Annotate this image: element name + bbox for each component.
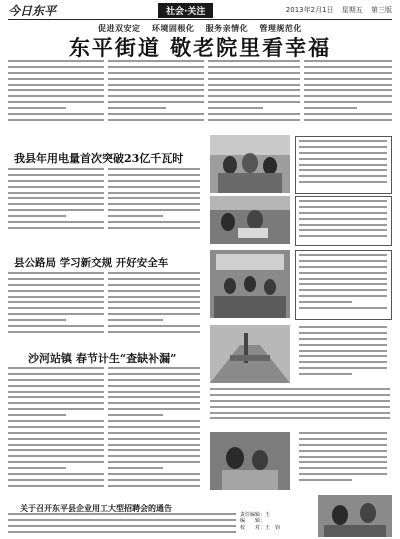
text-line <box>108 467 163 469</box>
text-line <box>108 221 200 223</box>
text-line <box>108 367 200 369</box>
text-line <box>108 272 200 274</box>
article-title-electricity: 我县年用电量首次突破23亿千瓦时 <box>14 152 184 165</box>
text-line <box>299 260 387 262</box>
text-line <box>208 66 300 68</box>
article-title-road: 县公路局 学习新交规 开好安全车 <box>14 257 169 269</box>
text-line <box>8 455 104 457</box>
text-line <box>8 296 104 298</box>
text-line <box>8 180 104 182</box>
text-line <box>8 467 66 469</box>
text-line <box>108 485 200 487</box>
photo-caption <box>299 140 387 190</box>
text-line <box>8 66 104 68</box>
text-line <box>108 408 200 410</box>
road-photo-art <box>210 325 290 383</box>
text-line <box>108 325 200 327</box>
text-line <box>208 60 300 62</box>
text-line <box>304 107 357 109</box>
text-line <box>8 485 104 487</box>
text-line <box>304 95 392 97</box>
text-line <box>8 408 104 410</box>
text-line <box>8 525 236 527</box>
text-line <box>210 388 390 390</box>
text-line <box>8 367 104 369</box>
text-line <box>8 379 104 381</box>
text-line <box>8 319 66 321</box>
text-line <box>299 200 387 202</box>
text-line <box>108 101 204 103</box>
page-number: 第三版 <box>371 6 392 14</box>
text-line <box>108 119 204 121</box>
lead-article-body <box>208 60 300 130</box>
text-line <box>108 107 166 109</box>
text-line <box>8 307 104 309</box>
text-line <box>299 373 352 375</box>
text-line <box>299 332 387 334</box>
text-line <box>299 338 387 340</box>
text-line <box>304 101 392 103</box>
text-line <box>299 229 387 231</box>
text-line <box>208 72 300 74</box>
text-line <box>208 89 300 91</box>
text-line <box>299 164 387 166</box>
text-line <box>108 66 204 68</box>
text-line <box>210 417 390 419</box>
text-line <box>210 400 390 402</box>
text-line <box>8 101 104 103</box>
text-line <box>8 209 104 211</box>
date-text: 2013年2月1日 <box>285 6 334 14</box>
text-line <box>299 181 387 183</box>
text-line <box>108 284 200 286</box>
text-line <box>108 319 163 321</box>
lead-article-body <box>8 60 104 130</box>
text-line <box>208 95 300 97</box>
text-line <box>108 313 200 315</box>
text-line <box>299 350 387 352</box>
text-line <box>108 209 200 211</box>
station-article-body <box>8 367 104 492</box>
text-line <box>108 174 200 176</box>
text-line <box>8 414 66 416</box>
text-line <box>108 455 200 457</box>
text-line <box>8 519 236 521</box>
photo-caption <box>299 326 387 384</box>
text-line <box>8 107 66 109</box>
text-line <box>108 426 200 428</box>
text-line <box>8 479 104 481</box>
text-line <box>299 266 387 268</box>
text-line <box>304 66 392 68</box>
road-article-body <box>8 272 104 342</box>
text-line <box>108 192 200 194</box>
text-line <box>299 438 387 440</box>
text-line <box>108 95 204 97</box>
text-line <box>304 60 392 62</box>
text-line <box>304 72 392 74</box>
text-line <box>8 186 104 188</box>
electricity-article-body <box>8 168 104 238</box>
text-line <box>108 444 200 446</box>
slogan-item: 环境固根化 <box>151 24 195 33</box>
text-line <box>208 119 300 121</box>
text-line <box>108 186 200 188</box>
text-line <box>8 60 104 62</box>
text-line <box>208 101 300 103</box>
text-line <box>299 152 387 154</box>
text-line <box>299 473 387 475</box>
text-line <box>108 113 204 115</box>
issue-date <box>280 5 392 15</box>
slogan-item: 管理规范化 <box>259 24 302 33</box>
text-line <box>108 72 204 74</box>
lead-article-body <box>304 60 392 130</box>
text-line <box>108 60 204 62</box>
text-line <box>299 326 387 328</box>
text-line <box>8 284 104 286</box>
text-line <box>108 414 163 416</box>
road-article-body <box>108 272 200 342</box>
header-rule <box>8 19 392 20</box>
elderly-photo <box>318 495 392 537</box>
text-line <box>8 174 104 176</box>
text-line <box>108 438 200 440</box>
photo-caption <box>299 432 387 490</box>
text-line <box>299 212 387 214</box>
tea-house-photo-art <box>210 196 290 244</box>
text-line <box>108 296 200 298</box>
text-line <box>108 290 200 292</box>
text-line <box>108 203 200 205</box>
text-line <box>8 513 236 515</box>
text-line <box>299 307 387 309</box>
text-line <box>108 301 200 303</box>
text-line <box>108 180 200 182</box>
text-line <box>299 283 387 285</box>
text-line <box>299 344 387 346</box>
text-line <box>108 168 200 170</box>
text-line <box>108 278 200 280</box>
text-line <box>8 290 104 292</box>
text-line <box>108 331 200 333</box>
text-line <box>299 278 387 280</box>
editor-line: 编 辑： <box>240 518 266 525</box>
text-line <box>8 461 104 463</box>
family-visit-photo-art <box>210 432 290 490</box>
text-line <box>108 396 200 398</box>
text-line <box>108 215 163 217</box>
text-line <box>210 394 390 396</box>
text-line <box>8 301 104 303</box>
text-line <box>108 373 200 375</box>
text-line <box>108 307 200 309</box>
text-line <box>8 313 104 315</box>
nursing-home-photo <box>210 135 290 193</box>
editor-line: 校 对：王 钧 <box>240 524 281 531</box>
photo-caption <box>299 200 387 242</box>
text-line <box>108 402 200 404</box>
text-line <box>108 227 200 229</box>
weekday-text: 星期五 <box>341 6 363 14</box>
station-article-body <box>108 367 200 492</box>
text-line <box>8 72 104 74</box>
newspaper-logo: 今日东平 <box>8 4 57 18</box>
text-line <box>208 107 263 109</box>
masthead <box>8 2 392 18</box>
text-line <box>210 412 390 414</box>
text-line <box>8 197 104 199</box>
photo-caption <box>299 254 387 316</box>
text-line <box>8 331 104 333</box>
text-line <box>8 473 104 475</box>
text-line <box>304 84 392 86</box>
text-line <box>299 467 387 469</box>
text-line <box>8 396 104 398</box>
text-line <box>108 385 200 387</box>
text-line <box>299 254 387 256</box>
text-line <box>8 325 104 327</box>
text-line <box>108 78 204 80</box>
text-line <box>8 168 104 170</box>
section-tag: 社会·关注 <box>158 3 213 18</box>
text-line <box>299 367 387 369</box>
editor-credits <box>240 512 280 531</box>
road-photo <box>210 325 290 383</box>
text-line <box>299 235 387 237</box>
text-line <box>208 84 300 86</box>
article-title-station: 沙河站镇 春节计生“查缺补漏” <box>28 352 177 365</box>
notice-body <box>8 513 236 537</box>
nursing-home-photo-art <box>210 135 290 193</box>
text-line <box>8 278 104 280</box>
text-line <box>108 420 200 422</box>
text-line <box>299 295 387 297</box>
text-line <box>8 215 66 217</box>
electricity-article-body <box>108 168 200 238</box>
text-line <box>299 450 387 452</box>
family-visit-photo <box>210 432 290 490</box>
text-line <box>299 361 387 363</box>
text-line <box>8 272 104 274</box>
text-line <box>8 227 104 229</box>
text-line <box>299 218 387 220</box>
text-line <box>304 89 392 91</box>
text-line <box>208 113 300 115</box>
text-line <box>108 449 200 451</box>
text-line <box>8 78 104 80</box>
text-line <box>299 456 387 458</box>
text-line <box>8 89 104 91</box>
text-line <box>108 84 204 86</box>
text-line <box>208 78 300 80</box>
text-line <box>299 355 387 357</box>
text-line <box>299 224 387 226</box>
text-line <box>210 406 390 408</box>
slogan-item: 促进双安定 <box>98 24 141 33</box>
slogan-item: 服务亲情化 <box>205 24 249 33</box>
text-line <box>108 197 200 199</box>
text-line <box>299 289 387 291</box>
notice-title: 关于召开东平县企业用工大型招聘会的通告 <box>20 504 172 513</box>
text-line <box>108 479 200 481</box>
text-line <box>299 175 387 177</box>
text-line <box>299 479 352 481</box>
text-line <box>8 402 104 404</box>
text-line <box>304 113 392 115</box>
text-line <box>8 420 104 422</box>
text-line <box>8 203 104 205</box>
text-line <box>108 379 200 381</box>
text-line <box>8 444 104 446</box>
text-line <box>299 140 387 142</box>
text-line <box>299 169 387 171</box>
text-line <box>299 206 387 208</box>
text-line <box>299 461 387 463</box>
text-line <box>108 461 200 463</box>
text-line <box>8 426 104 428</box>
side-article-body <box>210 388 390 428</box>
text-line <box>8 449 104 451</box>
text-line <box>299 146 387 148</box>
classroom-photo <box>210 250 290 318</box>
lead-article-body <box>108 60 204 130</box>
text-line <box>8 373 104 375</box>
text-line <box>299 158 387 160</box>
text-line <box>304 78 392 80</box>
text-line <box>108 432 200 434</box>
text-line <box>8 385 104 387</box>
text-line <box>8 438 104 440</box>
text-line <box>108 473 200 475</box>
text-line <box>299 432 387 434</box>
text-line <box>299 272 387 274</box>
text-line <box>8 221 104 223</box>
text-line <box>299 444 387 446</box>
text-line <box>304 119 392 121</box>
text-line <box>8 192 104 194</box>
text-line <box>108 391 200 393</box>
classroom-photo-art <box>210 250 290 318</box>
editor-line: 责任编辑：王 <box>240 512 271 518</box>
text-line <box>8 95 104 97</box>
text-line <box>8 113 104 115</box>
text-line <box>8 119 104 121</box>
text-line <box>8 84 104 86</box>
text-line <box>8 531 236 533</box>
text-line <box>299 301 352 303</box>
elderly-photo-art <box>318 495 392 537</box>
text-line <box>8 391 104 393</box>
tea-house-photo <box>210 196 290 244</box>
main-headline: 东平街道 敬老院里看幸福 <box>68 35 332 60</box>
text-line <box>108 89 204 91</box>
text-line <box>8 432 104 434</box>
